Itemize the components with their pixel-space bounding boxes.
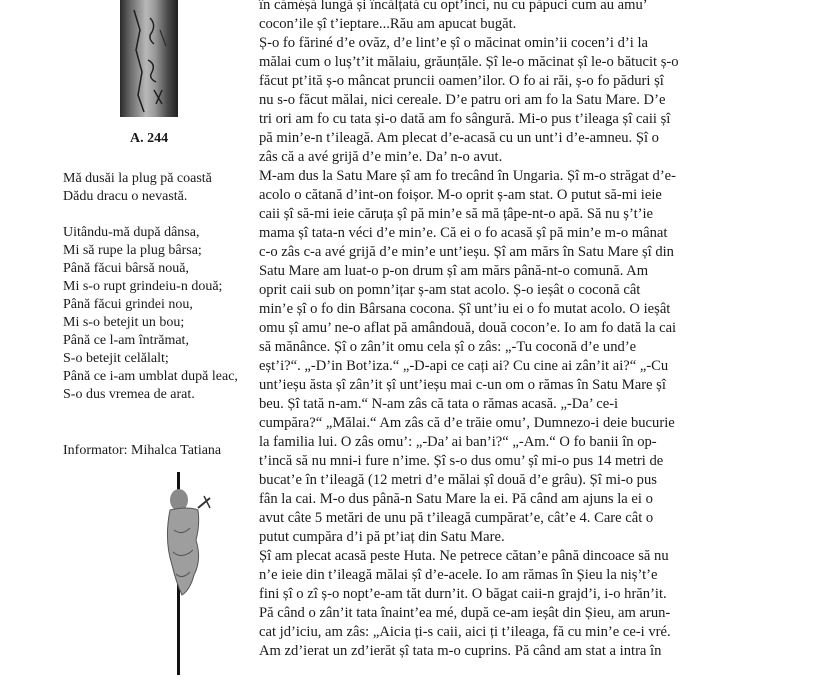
text-line: acolo o cătană d’int-on foișor. M-o oprit ș-am stat. O putut să-mi ieie: [259, 187, 662, 203]
poem-line: Dădu dracu o nevastă.: [63, 189, 188, 204]
figurine-on-pole-photo: [160, 470, 220, 675]
text-line: fân la cai. M-o dus până-n Satu Mare la ei. Pă când am ajuns la ei o: [259, 491, 653, 507]
text-line: cumpăra?“ „Mălai.“ Am zâs că d’e trăie omu’, Dumnezo-i deie bucurie: [259, 415, 675, 431]
informant-credit: Informator: Mihalca Tatiana: [63, 443, 222, 458]
text-line: cat jd’iciu, am zâs: „Aicia ți-s caii, aici ți t’ileaga, fă cu min’e ce-i vré.: [259, 624, 671, 640]
text-line: Satu Mare am luat-o p-on drum șî am mărs până-nt-o comună. Am: [259, 263, 649, 279]
text-line: beu. Șî tată n-am.“ N-am zâs că tata o rămas acasă. „-Da’ ce-i: [259, 396, 619, 412]
text-line: să mănânce. Șî o zân’it omu cela șî o zâs: „-Tu coconă d’e und’e: [259, 339, 637, 355]
text-line: Am zd’ierat un zd’ierăt șî tata m-o cuprins. Pă când am stat a intra în: [259, 643, 662, 659]
text-line: n’e ieie din t’ileagă mălai șî d’e-acele. Io am rămas în Șieu la niș’t’e: [259, 567, 658, 583]
text-line: omu șî amu’ ne-o aflat pă amândouă, două cocon’e. Io am fo dată la cai: [259, 320, 677, 336]
text-line: mălai cum o luș’t’it mălaiu, grăunțăle. Șî le-o măcinat șî le-o bătucit ș-o: [259, 54, 679, 70]
text-line: în căméșă lungă și încălțată cu opt’inci, nu cu păpuci cum au amu’: [259, 0, 648, 13]
text-line: tri ori am fo cu tata și-o dată am fo sângură. Mi-o pus t’ileaga șî caii șî: [259, 111, 671, 127]
text-line: la familia lui. O zâs omu’: „-Da’ ai ban’i?“ „-Am.“ O fo banii în op-: [259, 434, 657, 450]
figurine-photo-drawing: [160, 470, 220, 675]
text-line: zâs că a avé grijă d’e min’e. Da’ n-o avut.: [259, 149, 503, 165]
poem-line: Mi s-o betejit un bou;: [63, 315, 185, 330]
text-line: nu s-o făcut mălai, nici cereale. D’e patru ori am fo la Satu Mare. D’e: [259, 92, 666, 108]
text-line: fini șî o zî ș-o nopt’e-am tăt durn’it. O băgat caii-n grajd’i, i-o hrăn’it.: [259, 586, 667, 602]
text-line: caii șî să-mi ieie căruța șî pă min’e să mă țâpe-nt-o apă. Să nu ș’t’ie: [259, 206, 654, 222]
text-line: Șî am plecat acasă peste Huta. Ne petrece cătan’e până dincoace să nu: [259, 548, 669, 564]
poem-line: Până făcui grindei nou,: [63, 297, 193, 312]
poem-line: S-o betejit celălalt;: [63, 351, 169, 366]
text-line: mama șî tata-n véci d’e min’e. Că ei o fo acasă șî pă min’e m-o mânat: [259, 225, 668, 241]
carved-wood-photo-drawing: [120, 0, 178, 117]
poem-line: Mă dusăi la plug pă coastă: [63, 171, 212, 186]
poem-line: Mi s-o rupt grindeiu-n două;: [63, 279, 223, 294]
figure-caption: A. 244: [130, 131, 169, 146]
text-line: pă min’e-n t’ileagă. Am plecat d’e-acasă cu un unt’i d’e-amneu. Șî o: [259, 130, 659, 146]
poem-line: S-o dus vremea de arat.: [63, 387, 195, 402]
text-line: c-o zâs c-a avé grijă d’e min’e unt’ieșu. Șî am mărs în Satu Mare șî din: [259, 244, 674, 260]
main-text-column: [259, 0, 717, 661]
poem-line: Uitându-mă după dânsa,: [63, 225, 200, 240]
text-line: unt’ieșu ăsta șî zân’it șî unt’ieșu mai c-un om o rămas în Satu Mare șî: [259, 377, 666, 393]
text-line: bucat’e în t’ileagă (12 metri d’e mălai șî două d’e grâu). Șî mi-o pus: [259, 472, 657, 488]
text-line: cocon’ile șî t’ieptare...Rău am apucat bugăt.: [259, 16, 517, 32]
carved-wooden-object-photo: [120, 0, 178, 117]
poem-line: Până ce i-am umblat după leac,: [63, 369, 238, 384]
text-line: oprit caii sub on pomn’ițar ș-am stat acolo. Ș-o ieșât o coconă cât: [259, 282, 641, 298]
text-line: min’e șî o fo din Bârsana cocona. Șî unt’iu ei o fo mutat acolo. O ieșât: [259, 301, 671, 317]
text-line: Pă când o zân’it tata înaint’ea mé, după ce-am ieșât din Șieu, am arun-: [259, 605, 671, 621]
poem-line: Mi să rupe la plug bârsa;: [63, 243, 202, 258]
text-line: t’incă să nu mni-i fure n’ime. Șî s-o dus omu’ șî mi-o pus 14 metri de: [259, 453, 664, 469]
text-line: făcut pt’ită ș-o mâncat pruncii oamen’ilor. O fo ai răi, ș-o fo păduri șî: [259, 73, 664, 89]
text-line: putut cumpăra d’i pă pt’iaț din Satu Mare.: [259, 529, 505, 545]
text-line: eșt’i?“. „-D’in Bot’iza.“ „-D-api ce cați ai? Cu cine ai zân’it ai?“ „-Cu: [259, 358, 669, 374]
poem-line: Până ce l-am întrămat,: [63, 333, 189, 348]
text-line: avut câte 5 metări de unu pă t’ileagă cumpărat’e, cât’e 4. Care cât o: [259, 510, 654, 526]
text-line: Ș-o fo făriné d’e ovăz, d’e lint’e șî o măcinat omin’ii cocen’i d’i la: [259, 35, 649, 51]
poem-line: Până făcui bârsă nouă,: [63, 261, 189, 276]
poem-stanza-gap: [63, 206, 245, 224]
poem-block: [63, 170, 245, 404]
text-line: M-am dus la Satu Mare șî am fo trecând în Ungaria. Șî m-o străgat d’e-: [259, 168, 677, 184]
